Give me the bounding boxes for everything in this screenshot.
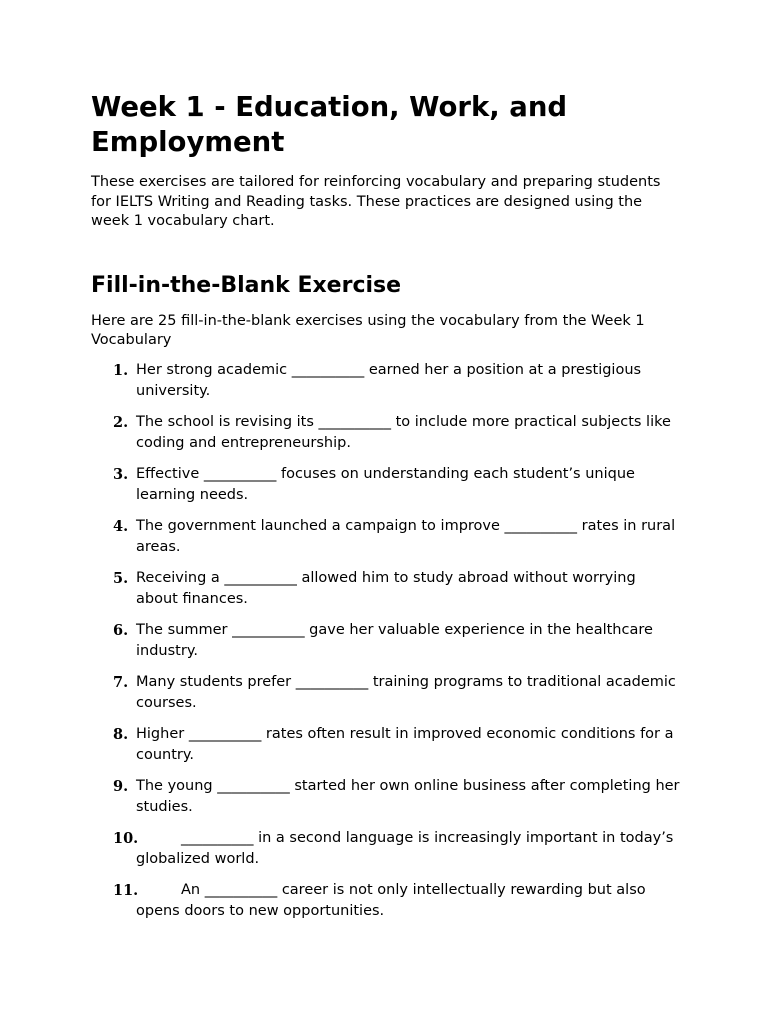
intro-paragraph: These exercises are tailored for reinforcing vocabulary and preparing students for IELTS Writing and Reading tasks. These practices are designed using the week 1 vocabulary chart. <box>91 174 661 229</box>
section-heading: Fill-in-the-Blank Exercise <box>91 272 402 298</box>
exercise-item-7 <box>91 672 681 714</box>
exercise-item-5 <box>91 568 681 610</box>
exercise-item-3 <box>91 464 681 506</box>
exercise-number: 7. <box>113 673 129 691</box>
exercise-text: Many students prefer __________ training programs to traditional academic courses. <box>136 673 676 711</box>
exercise-number: 3. <box>113 465 129 483</box>
exercise-number: 5. <box>113 569 129 587</box>
exercise-item-11 <box>91 880 681 922</box>
exercise-text: Higher __________ rates often result in improved economic conditions for a country. <box>136 725 674 763</box>
exercise-text: Receiving a __________ allowed him to study abroad without worrying about finances. <box>136 569 636 607</box>
exercise-item-8 <box>91 724 681 766</box>
exercise-text: The school is revising its __________ to include more practical subjects like coding and entrepreneurship. <box>136 413 671 451</box>
exercise-text: Effective __________ focuses on understanding each student’s unique learning needs. <box>136 465 635 503</box>
exercise-number: 6. <box>113 621 129 639</box>
exercise-number: 2. <box>113 413 129 431</box>
page-title: Week 1 - Education, Work, and Employment <box>91 91 568 158</box>
exercise-text: The government launched a campaign to improve __________ rates in rural areas. <box>136 517 676 555</box>
exercise-text: Her strong academic __________ earned her a position at a prestigious university. <box>136 361 642 399</box>
section-lead-paragraph: Here are 25 fill-in-the-blank exercises using the vocabulary from the Week 1 Vocabulary <box>91 312 645 348</box>
exercise-number: 11. <box>113 881 139 899</box>
exercise-item-4 <box>91 516 681 558</box>
exercise-number: 4. <box>113 517 129 535</box>
exercise-number: 9. <box>113 777 129 795</box>
exercise-text: An __________ career is not only intellectually rewarding but also opens doors to new opportunities. <box>136 881 646 919</box>
exercise-number: 8. <box>113 725 129 743</box>
exercise-item-9 <box>91 776 681 818</box>
exercise-number: 10. <box>113 829 139 847</box>
exercise-text: __________ in a second language is increasingly important in today’s globalized world. <box>136 829 674 867</box>
exercise-item-6 <box>91 620 681 662</box>
exercise-list <box>91 360 681 922</box>
exercise-item-2 <box>91 412 681 454</box>
exercise-text: The summer __________ gave her valuable experience in the healthcare industry. <box>136 621 653 659</box>
exercise-item-1 <box>91 360 681 402</box>
exercise-number: 1. <box>113 361 129 379</box>
exercise-text: The young __________ started her own online business after completing her studies. <box>136 777 680 815</box>
document-body <box>91 90 681 932</box>
exercise-item-10 <box>91 828 681 870</box>
